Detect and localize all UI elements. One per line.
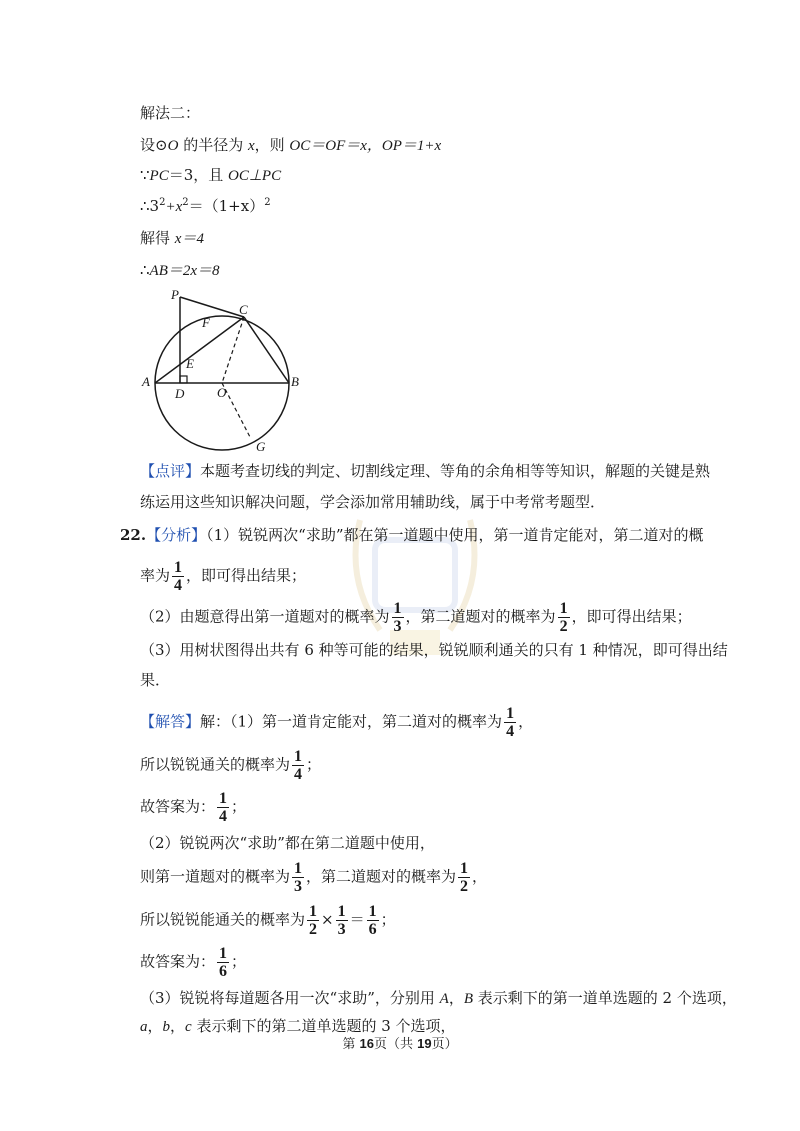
analysis-line-5: 果． bbox=[140, 671, 171, 689]
comment-line-2: 练运用这些知识解决问题，学会添加常用辅助线，属于中考常考题型． bbox=[140, 493, 606, 511]
answer-tag: 【解答】 bbox=[140, 712, 201, 731]
answer-line-6: 所以锐锐能通关的概率为 $\frac{1}{2}$ × $\frac{1}{3}$ ＝ $\frac{1}{6}$ ； bbox=[140, 903, 396, 938]
analysis-line-2: 率为 $\frac{1}{4}$ ，即可得出结果； bbox=[140, 559, 307, 594]
solution-heading: 解法二： bbox=[140, 104, 201, 122]
fraction: $\frac{1}{6}$ bbox=[368, 903, 377, 938]
answer-line-9: a，b，c 表示剩下的第二道单选题的 3 个选项， bbox=[140, 1017, 456, 1035]
fraction: $\frac{1}{6}$ bbox=[219, 945, 228, 980]
solution-line-5: ∴AB＝2x＝8 bbox=[140, 261, 220, 279]
line-ac bbox=[155, 317, 244, 383]
fraction: $\frac{1}{2}$ bbox=[460, 860, 469, 895]
answer-line-8: （3）锐锐将每道题各用一次“求助”，分别用 A，B 表示剩下的第一道单选题的 2 个选项， bbox=[140, 989, 737, 1007]
line-cb bbox=[244, 317, 289, 383]
page-total: 19 bbox=[417, 1036, 432, 1051]
label-f: F bbox=[202, 315, 210, 330]
solution-line-1: 设⊙O 的半径为 x，则 OC＝OF＝x，OP＝1+x bbox=[140, 136, 442, 154]
label-e: E bbox=[186, 356, 194, 371]
geometry-figure bbox=[138, 285, 318, 455]
solution-line-3: $\therefore 3^2+x^2=(1+x)^2$ bbox=[140, 197, 271, 215]
page-number: 16 bbox=[359, 1036, 374, 1051]
solution-line-4: 解得 x＝4 bbox=[140, 229, 204, 247]
label-a: A bbox=[142, 374, 150, 389]
fraction: $\frac{1}{3}$ bbox=[337, 903, 346, 938]
label-g: G bbox=[256, 439, 266, 454]
answer-line-7: 故答案为： $\frac{1}{6}$ ； bbox=[140, 945, 247, 980]
line-pc bbox=[180, 297, 244, 317]
page-footer: 第 16页（共 19页） bbox=[342, 1036, 458, 1052]
fraction: $\frac{1}{4}$ bbox=[174, 559, 183, 594]
answer-line-1: 【解答】解：（1）第一道肯定能对，第二道对的概率为 $\frac{1}{4}$ ， bbox=[140, 705, 534, 740]
analysis-line-1: 22.【分析】（1）锐锐两次“求助”都在第一道题中使用，第一道肯定能对，第二道对的概 bbox=[120, 526, 704, 544]
fraction: $\frac{1}{3}$ bbox=[294, 860, 303, 895]
right-angle-marker bbox=[180, 376, 187, 383]
fraction: $\frac{1}{4}$ bbox=[506, 705, 515, 740]
label-o: O bbox=[217, 385, 227, 400]
label-p: P bbox=[171, 287, 179, 302]
label-c: C bbox=[239, 302, 248, 317]
analysis-line-4: （3）用树状图得出共有 6 种等可能的结果，锐锐顺利通关的只有 1 种情况，即可得出结 bbox=[140, 641, 728, 659]
comment-tag: 【点评】 bbox=[140, 462, 201, 480]
fraction: $\frac{1}{4}$ bbox=[294, 748, 303, 783]
line-co bbox=[222, 317, 244, 383]
comment-line-1: 【点评】本题考查切线的判定、切割线定理、等角的余角相等等知识，解题的关键是熟 bbox=[140, 462, 711, 480]
solution-line-2: ∵PC＝3，且 OC⊥PC bbox=[140, 166, 282, 184]
answer-line-5: 则第一道题对的概率为 $\frac{1}{3}$ ，第二道题对的概率为 $\frac{1}{2}$ ， bbox=[140, 860, 488, 895]
fraction: $\frac{1}{3}$ bbox=[393, 600, 402, 635]
answer-line-2: 所以锐锐通关的概率为 $\frac{1}{4}$ ； bbox=[140, 748, 322, 783]
fraction: $\frac{1}{2}$ bbox=[559, 600, 568, 635]
label-b: B bbox=[291, 374, 299, 389]
answer-line-4: （2）锐锐两次“求助”都在第二道题中使用， bbox=[140, 834, 435, 852]
analysis-tag: 【分析】 bbox=[146, 526, 207, 544]
fraction: $\frac{1}{2}$ bbox=[309, 903, 318, 938]
label-d: D bbox=[175, 386, 185, 401]
fraction: $\frac{1}{4}$ bbox=[219, 790, 228, 825]
question-number: 22. bbox=[120, 526, 147, 544]
analysis-line-3: （2）由题意得出第一道题对的概率为 $\frac{1}{3}$ ，第二道题对的概率为 $\frac{1}{2}$ ，即可得出结果； bbox=[140, 600, 692, 635]
answer-line-3: 故答案为： $\frac{1}{4}$ ； bbox=[140, 790, 247, 825]
